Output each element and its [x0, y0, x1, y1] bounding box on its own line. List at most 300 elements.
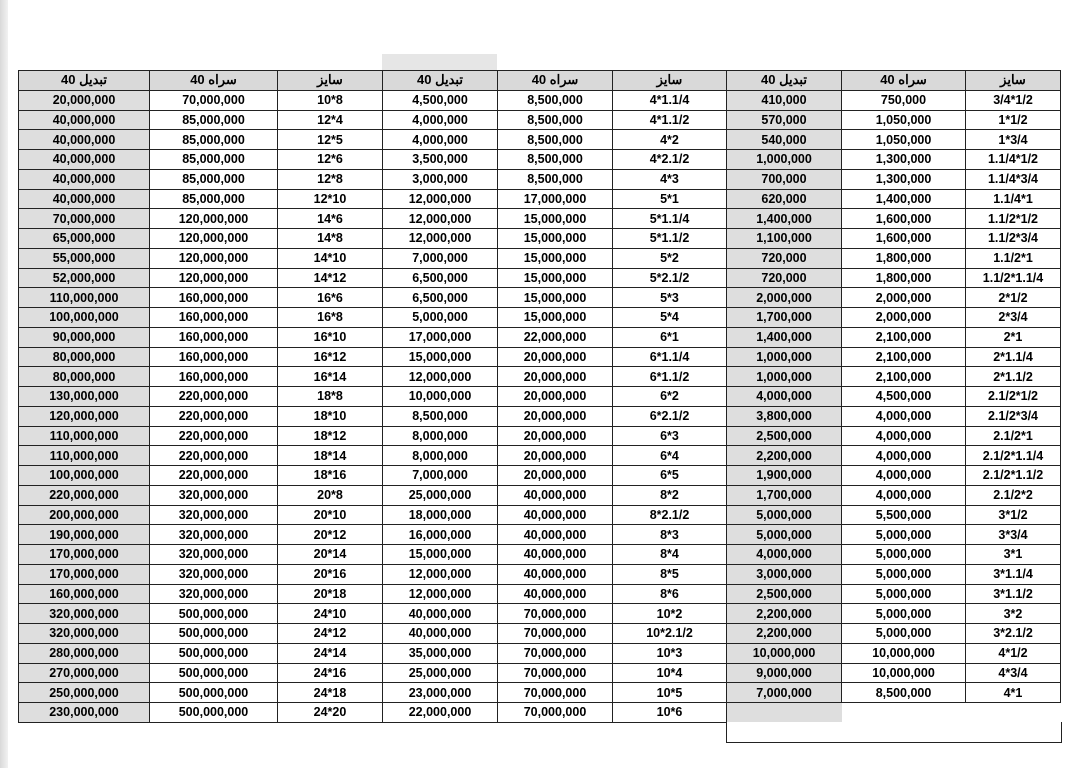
table-row [19, 150, 1061, 170]
table-cell: 20,000,000 [498, 347, 613, 367]
table-cell: 70,000,000 [498, 703, 613, 723]
table-cell: 5*2.1/2 [613, 268, 727, 288]
table-row [19, 209, 1061, 229]
table-cell: 24*10 [278, 604, 383, 624]
table-cell: 3,800,000 [727, 406, 842, 426]
table-cell: 3/4*1/2 [966, 90, 1061, 110]
table-cell: 10,000,000 [383, 387, 498, 407]
table-cell: 1,900,000 [727, 466, 842, 486]
table-cell: 1,700,000 [727, 308, 842, 328]
table-cell: 15,000,000 [498, 248, 613, 268]
column-header: سایز [966, 71, 1061, 91]
table-cell: 12,000,000 [383, 209, 498, 229]
table-cell: 1,000,000 [727, 367, 842, 387]
table-cell: 6*4 [613, 446, 727, 466]
column-header: سراه 40 [842, 71, 966, 91]
table-cell: 16*14 [278, 367, 383, 387]
table-cell: 90,000,000 [19, 327, 150, 347]
table-cell: 2,000,000 [842, 288, 966, 308]
table-cell: 4,000,000 [842, 406, 966, 426]
table-cell: 500,000,000 [150, 703, 278, 723]
table-cell: 12,000,000 [383, 564, 498, 584]
table-cell: 4*1.1/2 [613, 110, 727, 130]
table-cell: 8,500,000 [498, 150, 613, 170]
table-cell: 1,600,000 [842, 209, 966, 229]
table-cell: 55,000,000 [19, 248, 150, 268]
table-cell: 14*12 [278, 268, 383, 288]
table-cell: 20,000,000 [498, 466, 613, 486]
column-header: سایز [278, 71, 383, 91]
table-cell: 3*2.1/2 [966, 624, 1061, 644]
table-cell: 1,700,000 [727, 485, 842, 505]
table-cell: 500,000,000 [150, 624, 278, 644]
table-cell: 320,000,000 [150, 564, 278, 584]
table-cell: 5,000,000 [842, 624, 966, 644]
table-cell: 160,000,000 [150, 308, 278, 328]
table-row [19, 130, 1061, 150]
page-edge [0, 0, 8, 768]
table-cell: 3,000,000 [383, 169, 498, 189]
table-row [19, 387, 1061, 407]
table-cell: 1,800,000 [842, 268, 966, 288]
table-cell: 120,000,000 [150, 248, 278, 268]
table-cell: 5,500,000 [842, 505, 966, 525]
table-row [19, 288, 1061, 308]
table-row [19, 564, 1061, 584]
table-cell: 5,000,000 [842, 584, 966, 604]
table-cell: 3*1.1/4 [966, 564, 1061, 584]
table-cell: 700,000 [727, 169, 842, 189]
table-row [19, 90, 1061, 110]
table-cell: 15,000,000 [383, 545, 498, 565]
table-cell: 2.1/2*3/4 [966, 406, 1061, 426]
table-cell: 1.1/2*1/2 [966, 209, 1061, 229]
table-cell: 5,000,000 [842, 545, 966, 565]
table-cell: 2*1 [966, 327, 1061, 347]
table-cell: 80,000,000 [19, 347, 150, 367]
table-cell: 2*1/2 [966, 288, 1061, 308]
table-cell: 3*1 [966, 545, 1061, 565]
table-cell: 9,000,000 [727, 663, 842, 683]
table-cell: 190,000,000 [19, 525, 150, 545]
table-cell: 200,000,000 [19, 505, 150, 525]
table-cell: 16*6 [278, 288, 383, 308]
table-cell: 110,000,000 [19, 446, 150, 466]
table-cell: 540,000 [727, 130, 842, 150]
table-cell: 720,000 [727, 248, 842, 268]
table-row [19, 426, 1061, 446]
table-cell: 2,100,000 [842, 347, 966, 367]
table-cell: 320,000,000 [150, 545, 278, 565]
table-cell: 6*5 [613, 466, 727, 486]
table-cell: 16*12 [278, 347, 383, 367]
table-cell: 20,000,000 [498, 446, 613, 466]
table-cell: 1,100,000 [727, 229, 842, 249]
table-cell: 20,000,000 [498, 387, 613, 407]
table-cell: 2.1/2*1/2 [966, 387, 1061, 407]
table-cell: 65,000,000 [19, 229, 150, 249]
table-cell: 24*18 [278, 683, 383, 703]
table-cell: 160,000,000 [150, 288, 278, 308]
table-cell: 14*8 [278, 229, 383, 249]
table-cell: 70,000,000 [150, 90, 278, 110]
table-cell: 22,000,000 [498, 327, 613, 347]
table-cell: 1,300,000 [842, 169, 966, 189]
table-cell: 250,000,000 [19, 683, 150, 703]
table-cell: 5*1.1/4 [613, 209, 727, 229]
table-cell: 10,000,000 [727, 643, 842, 663]
table-cell: 20,000,000 [498, 406, 613, 426]
table-cell: 570,000 [727, 110, 842, 130]
table-cell: 5,000,000 [727, 525, 842, 545]
table-cell: 4,000,000 [842, 466, 966, 486]
table-row [19, 545, 1061, 565]
table-cell: 1.1/2*3/4 [966, 229, 1061, 249]
table-cell: 8,500,000 [498, 169, 613, 189]
table-cell: 17,000,000 [383, 327, 498, 347]
table-cell: 4,000,000 [842, 426, 966, 446]
table-cell: 40,000,000 [498, 505, 613, 525]
table-cell: 1.1/4*3/4 [966, 169, 1061, 189]
table-cell: 10*5 [613, 683, 727, 703]
table-cell: 12,000,000 [383, 367, 498, 387]
table-cell: 6,500,000 [383, 288, 498, 308]
table-cell: 40,000,000 [498, 564, 613, 584]
table-row [19, 327, 1061, 347]
price-table [18, 70, 1061, 723]
table-header-row [19, 71, 1061, 91]
table-cell: 18*10 [278, 406, 383, 426]
table-cell: 20*16 [278, 564, 383, 584]
column-header: سایز [613, 71, 727, 91]
table-cell: 8,500,000 [498, 90, 613, 110]
table-cell: 270,000,000 [19, 663, 150, 683]
table-cell: 80,000,000 [19, 367, 150, 387]
table-cell: 750,000 [842, 90, 966, 110]
table-row [19, 308, 1061, 328]
table-cell: 1,300,000 [842, 150, 966, 170]
table-cell: 10*8 [278, 90, 383, 110]
table-cell: 40,000,000 [498, 545, 613, 565]
table-cell: 500,000,000 [150, 663, 278, 683]
table-row [19, 446, 1061, 466]
column-header: تبدیل 40 [383, 71, 498, 91]
table-cell: 15,000,000 [498, 229, 613, 249]
table-cell: 100,000,000 [19, 466, 150, 486]
table-row [19, 525, 1061, 545]
table-cell: 1*3/4 [966, 130, 1061, 150]
table-cell: 2.1/2*1.1/4 [966, 446, 1061, 466]
table-cell: 160,000,000 [19, 584, 150, 604]
table-cell: 320,000,000 [150, 525, 278, 545]
table-cell: 1.1/2*1 [966, 248, 1061, 268]
table-cell: 8,000,000 [383, 426, 498, 446]
table-cell: 1.1/4*1 [966, 189, 1061, 209]
table-cell: 20*8 [278, 485, 383, 505]
table-cell: 320,000,000 [19, 624, 150, 644]
table-cell: 2,100,000 [842, 327, 966, 347]
table-cell: 12*10 [278, 189, 383, 209]
table-cell: 14*10 [278, 248, 383, 268]
signature-box [726, 722, 1062, 743]
table-row [19, 406, 1061, 426]
table-cell: 18,000,000 [383, 505, 498, 525]
table-cell: 8*4 [613, 545, 727, 565]
table-cell: 500,000,000 [150, 643, 278, 663]
table-cell: 20,000,000 [498, 426, 613, 446]
table-cell: 7,000,000 [383, 248, 498, 268]
table-cell: 15,000,000 [498, 209, 613, 229]
table-cell: 3*3/4 [966, 525, 1061, 545]
table-cell: 85,000,000 [150, 189, 278, 209]
table-cell: 40,000,000 [19, 130, 150, 150]
table-cell: 22,000,000 [383, 703, 498, 723]
table-cell: 4,000,000 [383, 130, 498, 150]
table-cell: 5,000,000 [842, 604, 966, 624]
table-cell: 5*4 [613, 308, 727, 328]
table-cell: 18*12 [278, 426, 383, 446]
table-cell: 12*6 [278, 150, 383, 170]
table-cell: 10*3 [613, 643, 727, 663]
table-cell: 4*2 [613, 130, 727, 150]
table-cell: 15,000,000 [498, 288, 613, 308]
table-cell: 1,400,000 [842, 189, 966, 209]
table-cell: 70,000,000 [498, 643, 613, 663]
table-cell: 4*3/4 [966, 663, 1061, 683]
table-cell: 2,000,000 [727, 288, 842, 308]
table-cell: 170,000,000 [19, 545, 150, 565]
table-row [19, 189, 1061, 209]
table-cell: 2*1.1/2 [966, 367, 1061, 387]
table-cell: 5,000,000 [842, 564, 966, 584]
table-cell: 40,000,000 [498, 525, 613, 545]
table-cell: 220,000,000 [150, 426, 278, 446]
table-cell: 3*1/2 [966, 505, 1061, 525]
table-cell: 5,000,000 [383, 308, 498, 328]
table-cell: 10*2 [613, 604, 727, 624]
table-cell: 4*3 [613, 169, 727, 189]
table-row [19, 604, 1061, 624]
table-row [19, 229, 1061, 249]
table-cell: 1,050,000 [842, 130, 966, 150]
table-cell: 15,000,000 [383, 347, 498, 367]
table-cell: 2,000,000 [842, 308, 966, 328]
table-cell: 2,200,000 [727, 624, 842, 644]
table-cell: 6,500,000 [383, 268, 498, 288]
table-cell: 24*16 [278, 663, 383, 683]
table-cell: 20*18 [278, 584, 383, 604]
table-cell: 100,000,000 [19, 308, 150, 328]
table-row [19, 683, 1061, 703]
table-cell: 120,000,000 [150, 268, 278, 288]
table-cell: 8,500,000 [498, 130, 613, 150]
table-cell: 1.1/2*1.1/4 [966, 268, 1061, 288]
table-cell: 3*1.1/2 [966, 584, 1061, 604]
table-cell: 5*2 [613, 248, 727, 268]
table-cell: 160,000,000 [150, 347, 278, 367]
table-cell: 220,000,000 [150, 466, 278, 486]
table-cell: 5,000,000 [727, 505, 842, 525]
table-cell: 4*1.1/4 [613, 90, 727, 110]
table-cell: 320,000,000 [150, 505, 278, 525]
table-cell: 35,000,000 [383, 643, 498, 663]
table-cell: 500,000,000 [150, 683, 278, 703]
table-cell [842, 703, 966, 723]
table-cell: 230,000,000 [19, 703, 150, 723]
table-row [19, 485, 1061, 505]
table-cell: 10*2.1/2 [613, 624, 727, 644]
table-cell: 20,000,000 [498, 367, 613, 387]
table-cell: 70,000,000 [498, 604, 613, 624]
table-cell: 40,000,000 [19, 110, 150, 130]
table-cell: 320,000,000 [19, 604, 150, 624]
table-cell: 4,000,000 [727, 545, 842, 565]
table-cell: 18*8 [278, 387, 383, 407]
table-cell: 4,500,000 [842, 387, 966, 407]
table-cell: 4,000,000 [383, 110, 498, 130]
table-cell: 17,000,000 [498, 189, 613, 209]
table-cell: 160,000,000 [150, 367, 278, 387]
table-cell: 1,400,000 [727, 327, 842, 347]
table-cell: 2,200,000 [727, 446, 842, 466]
table-cell: 1,600,000 [842, 229, 966, 249]
table-cell: 4,000,000 [727, 387, 842, 407]
table-cell: 25,000,000 [383, 663, 498, 683]
table-cell: 70,000,000 [498, 624, 613, 644]
table-cell [727, 703, 842, 723]
table-cell: 620,000 [727, 189, 842, 209]
table-cell: 220,000,000 [150, 406, 278, 426]
table-row [19, 347, 1061, 367]
table-cell: 8*5 [613, 564, 727, 584]
table-cell: 8,500,000 [842, 683, 966, 703]
table-row [19, 466, 1061, 486]
table-cell: 4,000,000 [842, 485, 966, 505]
table-cell: 6*1.1/4 [613, 347, 727, 367]
table-cell: 8*3 [613, 525, 727, 545]
table-cell: 110,000,000 [19, 288, 150, 308]
table-cell: 20*14 [278, 545, 383, 565]
table-cell: 85,000,000 [150, 169, 278, 189]
table-cell: 6*2 [613, 387, 727, 407]
table-cell: 10*4 [613, 663, 727, 683]
table-body [19, 90, 1061, 722]
table-cell: 8*2.1/2 [613, 505, 727, 525]
table-cell: 70,000,000 [19, 209, 150, 229]
table-cell: 10*6 [613, 703, 727, 723]
table-cell: 40,000,000 [498, 584, 613, 604]
table-cell: 5,000,000 [842, 525, 966, 545]
table-cell: 220,000,000 [150, 446, 278, 466]
table-cell: 2,500,000 [727, 426, 842, 446]
table-row [19, 584, 1061, 604]
table-row [19, 169, 1061, 189]
table-cell: 16,000,000 [383, 525, 498, 545]
table-cell: 5*3 [613, 288, 727, 308]
table-cell: 2.1/2*1 [966, 426, 1061, 446]
table-cell: 2.1/2*2 [966, 485, 1061, 505]
table-cell: 70,000,000 [498, 663, 613, 683]
table-cell: 85,000,000 [150, 150, 278, 170]
table-cell: 1,400,000 [727, 209, 842, 229]
table-cell: 720,000 [727, 268, 842, 288]
table-row [19, 248, 1061, 268]
table-cell: 14*6 [278, 209, 383, 229]
table-cell: 40,000,000 [498, 485, 613, 505]
table-cell: 320,000,000 [150, 584, 278, 604]
table-cell: 3,000,000 [727, 564, 842, 584]
table-cell: 1*1/2 [966, 110, 1061, 130]
table-cell: 7,000,000 [727, 683, 842, 703]
table-cell: 40,000,000 [19, 189, 150, 209]
table-row [19, 367, 1061, 387]
table-cell: 85,000,000 [150, 130, 278, 150]
table-cell: 18*16 [278, 466, 383, 486]
table-cell: 40,000,000 [19, 169, 150, 189]
table-cell: 4*2.1/2 [613, 150, 727, 170]
table-cell: 4,000,000 [842, 446, 966, 466]
table-cell: 220,000,000 [150, 387, 278, 407]
table-cell: 15,000,000 [498, 308, 613, 328]
table-row [19, 643, 1061, 663]
table-cell: 2,500,000 [727, 584, 842, 604]
table-cell: 4*1/2 [966, 643, 1061, 663]
table-row [19, 110, 1061, 130]
table-cell: 24*14 [278, 643, 383, 663]
table-cell: 6*1.1/2 [613, 367, 727, 387]
table-row [19, 663, 1061, 683]
table-cell: 18*14 [278, 446, 383, 466]
table-cell: 4,500,000 [383, 90, 498, 110]
table-cell: 16*10 [278, 327, 383, 347]
table-cell: 12,000,000 [383, 584, 498, 604]
table-cell: 23,000,000 [383, 683, 498, 703]
table-cell: 7,000,000 [383, 466, 498, 486]
table-cell: 2*3/4 [966, 308, 1061, 328]
table-cell: 25,000,000 [383, 485, 498, 505]
table-cell: 8*6 [613, 584, 727, 604]
table-cell: 40,000,000 [19, 150, 150, 170]
table-cell: 15,000,000 [498, 268, 613, 288]
table-cell: 120,000,000 [19, 406, 150, 426]
table-cell: 85,000,000 [150, 110, 278, 130]
table-cell: 3,500,000 [383, 150, 498, 170]
table-cell: 170,000,000 [19, 564, 150, 584]
table-cell: 8,500,000 [498, 110, 613, 130]
table-cell: 160,000,000 [150, 327, 278, 347]
table-cell: 20*10 [278, 505, 383, 525]
table-cell: 24*20 [278, 703, 383, 723]
table-cell: 40,000,000 [383, 624, 498, 644]
table-row [19, 703, 1061, 723]
table-cell [966, 703, 1061, 723]
table-cell: 40,000,000 [383, 604, 498, 624]
column-header: تبدیل 40 [19, 71, 150, 91]
table-cell: 2,200,000 [727, 604, 842, 624]
table-cell: 2,100,000 [842, 367, 966, 387]
table-row [19, 268, 1061, 288]
table-cell: 3*2 [966, 604, 1061, 624]
table-cell: 6*1 [613, 327, 727, 347]
table-row [19, 624, 1061, 644]
column-header: سراه 40 [150, 71, 278, 91]
table-cell: 10,000,000 [842, 663, 966, 683]
table-cell: 6*3 [613, 426, 727, 446]
table-cell: 320,000,000 [150, 485, 278, 505]
table-cell: 280,000,000 [19, 643, 150, 663]
table-cell: 10,000,000 [842, 643, 966, 663]
table-cell: 1,800,000 [842, 248, 966, 268]
